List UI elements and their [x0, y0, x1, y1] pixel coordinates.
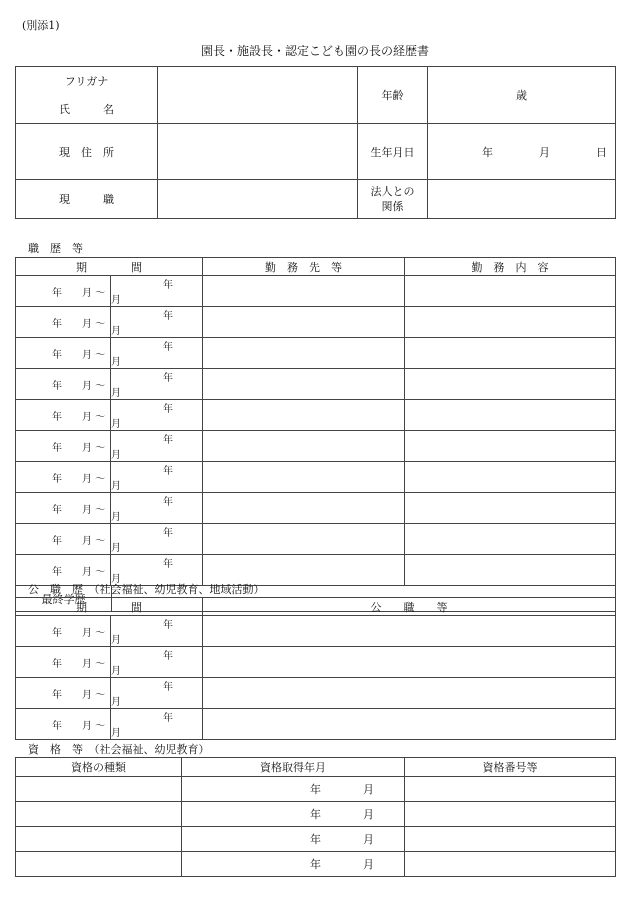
career-entry-cell[interactable]: [405, 400, 616, 431]
career-entry-cell[interactable]: [203, 493, 405, 524]
career-entry-cell[interactable]: [203, 462, 405, 493]
career-period-to[interactable]: [111, 524, 203, 555]
relation-label-line1: 法人との: [370, 185, 415, 198]
birth-day-unit: 日: [596, 145, 607, 159]
public-row: [16, 647, 616, 678]
attachment-label: (別添1): [22, 19, 60, 32]
career-period-from[interactable]: [16, 400, 111, 431]
career-row: [16, 276, 616, 307]
career-period-from[interactable]: [16, 369, 111, 400]
public-office-table: [15, 597, 616, 740]
age-label: 年齢: [358, 67, 428, 124]
career-to-label: 年 月: [111, 528, 193, 554]
name-label: 氏 名: [59, 103, 114, 116]
career-entry-cell[interactable]: [405, 276, 616, 307]
address-input-cell[interactable]: [158, 124, 358, 180]
public-period-from[interactable]: [16, 616, 111, 647]
career-period-to[interactable]: [111, 307, 203, 338]
career-to-label: 年 月: [111, 311, 193, 337]
qual-col-date: 資格取得年月: [182, 758, 405, 777]
career-from-label: 年 月 〜: [52, 535, 106, 547]
career-entry-cell[interactable]: [405, 493, 616, 524]
public-entry-cell[interactable]: [203, 709, 616, 740]
qual-type-cell[interactable]: [16, 852, 182, 877]
age-input-cell[interactable]: [428, 67, 616, 124]
career-entry-cell[interactable]: [405, 555, 616, 586]
qual-type-cell[interactable]: [16, 827, 182, 852]
career-period-to[interactable]: [111, 462, 203, 493]
current-job-label: 現 職: [16, 180, 158, 219]
public-period-from[interactable]: [16, 709, 111, 740]
career-period-from[interactable]: [16, 524, 111, 555]
qual-month-unit: 月: [363, 858, 374, 871]
public-col-position: 公 職 等: [203, 598, 616, 616]
career-entry-cell[interactable]: [405, 462, 616, 493]
public-from-label: 年 月 〜: [52, 658, 106, 670]
public-period-to[interactable]: [111, 709, 203, 740]
career-period-from[interactable]: [16, 338, 111, 369]
career-to-label: 年 月: [111, 342, 193, 368]
career-from-label: 年 月 〜: [52, 411, 106, 423]
public-entry-cell[interactable]: [203, 616, 616, 647]
career-period-to[interactable]: [111, 276, 203, 307]
public-row: [16, 616, 616, 647]
career-entry-cell[interactable]: [203, 276, 405, 307]
career-row: [16, 400, 616, 431]
qual-month-unit: 月: [363, 783, 374, 796]
career-period-from[interactable]: [16, 493, 111, 524]
qualification-row: [16, 777, 616, 802]
career-period-to[interactable]: [111, 431, 203, 462]
qual-year-unit: 年: [310, 833, 321, 846]
career-table: [15, 257, 616, 612]
qualifications-section-title: 資 格 等 （社会福祉、幼児教育）: [28, 743, 210, 756]
career-to-label: 年 月: [111, 373, 193, 399]
career-from-label: 年 月 〜: [52, 287, 106, 299]
career-entry-cell[interactable]: [203, 307, 405, 338]
public-period-to[interactable]: [111, 616, 203, 647]
qual-year-unit: 年: [310, 808, 321, 821]
career-to-label: 年 月: [111, 280, 193, 306]
career-period-to[interactable]: [111, 338, 203, 369]
career-from-label: 年 月 〜: [52, 473, 106, 485]
public-period-to[interactable]: [111, 647, 203, 678]
career-row: [16, 493, 616, 524]
relation-input-cell[interactable]: [428, 180, 616, 219]
public-section-title: 公 職 歴 （社会福祉、幼児教育、地域活動）: [28, 583, 265, 596]
qual-number-cell[interactable]: [405, 777, 616, 802]
public-period-from[interactable]: [16, 678, 111, 709]
career-entry-cell[interactable]: [405, 338, 616, 369]
public-to-label: 年 月: [111, 713, 193, 739]
qual-date-cell[interactable]: [182, 802, 405, 827]
career-entry-cell[interactable]: [203, 431, 405, 462]
relation-label-line2: 関係: [381, 200, 404, 213]
career-from-label: 年 月 〜: [52, 504, 106, 516]
qual-number-cell[interactable]: [405, 802, 616, 827]
name-input-cell[interactable]: [158, 67, 358, 124]
qual-date-cell[interactable]: [182, 852, 405, 877]
public-period-from[interactable]: [16, 647, 111, 678]
qualification-row: [16, 802, 616, 827]
career-col-duties: 勤 務 内 容: [405, 258, 616, 276]
career-period-from[interactable]: [16, 431, 111, 462]
career-entry-cell[interactable]: [203, 338, 405, 369]
career-from-label: 年 月 〜: [52, 318, 106, 330]
public-entry-cell[interactable]: [203, 647, 616, 678]
career-from-label: 年 月 〜: [52, 442, 106, 454]
career-row: [16, 307, 616, 338]
qual-date-cell[interactable]: [182, 777, 405, 802]
career-to-label: 年 月: [111, 497, 193, 523]
career-from-label: 年 月 〜: [52, 380, 106, 392]
public-from-label: 年 月 〜: [52, 627, 106, 639]
public-row: [16, 709, 616, 740]
career-to-label: 年 月: [111, 559, 193, 585]
career-period-to[interactable]: [111, 369, 203, 400]
personal-info-table: [15, 66, 616, 219]
career-entry-cell[interactable]: [405, 431, 616, 462]
furigana-label: フリガナ: [64, 75, 109, 88]
qualifications-table: [15, 757, 616, 877]
career-section-title: 職 歴 等: [28, 242, 83, 255]
birth-month-unit: 月: [539, 145, 550, 159]
public-to-label: 年 月: [111, 620, 193, 646]
career-to-label: 年 月: [111, 435, 193, 461]
career-row: [16, 431, 616, 462]
final-education-label: 最終学歴: [16, 586, 112, 611]
career-to-label: 年 月: [111, 404, 193, 430]
career-entry-cell[interactable]: [203, 400, 405, 431]
public-period-to[interactable]: [111, 678, 203, 709]
career-row: [16, 524, 616, 555]
birthdate-input-cell[interactable]: [428, 124, 616, 180]
career-row: [16, 462, 616, 493]
qual-year-unit: 年: [310, 783, 321, 796]
qual-number-cell[interactable]: [405, 827, 616, 852]
public-from-label: 年 月 〜: [52, 720, 106, 732]
birthdate-label: 生年月日: [358, 124, 428, 180]
current-job-input-cell[interactable]: [158, 180, 358, 219]
qual-month-unit: 月: [363, 808, 374, 821]
career-entry-cell[interactable]: [203, 369, 405, 400]
qual-date-cell[interactable]: [182, 827, 405, 852]
career-row: [16, 338, 616, 369]
career-period-to[interactable]: [111, 400, 203, 431]
qualification-row: [16, 852, 616, 877]
public-from-label: 年 月 〜: [52, 689, 106, 701]
name-label-cell: [16, 67, 158, 124]
career-period-from[interactable]: [16, 276, 111, 307]
career-from-label: 年 月 〜: [52, 349, 106, 361]
qual-month-unit: 月: [363, 833, 374, 846]
career-entry-cell[interactable]: [405, 524, 616, 555]
qual-number-cell[interactable]: [405, 852, 616, 877]
qual-year-unit: 年: [310, 858, 321, 871]
age-unit: 歳: [516, 89, 527, 102]
career-entry-cell[interactable]: [405, 369, 616, 400]
career-row: [16, 369, 616, 400]
public-to-label: 年 月: [111, 682, 193, 708]
career-period-from[interactable]: [16, 307, 111, 338]
birth-year-unit: 年: [482, 145, 493, 159]
public-row: [16, 678, 616, 709]
career-col-employer: 勤 務 先 等: [203, 258, 405, 276]
career-entry-cell[interactable]: [203, 524, 405, 555]
career-period-from[interactable]: [16, 462, 111, 493]
document-title: 園長・施設長・認定こども園の長の経歴書: [200, 44, 429, 58]
career-entry-cell[interactable]: [405, 307, 616, 338]
public-entry-cell[interactable]: [203, 678, 616, 709]
career-col-period: 期 間: [16, 258, 203, 276]
public-col-period: 期 間: [16, 598, 203, 616]
qualification-row: [16, 827, 616, 852]
qual-col-number: 資格番号等: [405, 758, 616, 777]
career-to-label: 年 月: [111, 466, 193, 492]
qual-col-type: 資格の種類: [16, 758, 182, 777]
public-to-label: 年 月: [111, 651, 193, 677]
address-label: 現 住 所: [16, 124, 158, 180]
qual-type-cell[interactable]: [16, 802, 182, 827]
qual-type-cell[interactable]: [16, 777, 182, 802]
relation-label: [358, 180, 428, 219]
career-from-label: 年 月 〜: [52, 566, 106, 578]
career-period-to[interactable]: [111, 493, 203, 524]
